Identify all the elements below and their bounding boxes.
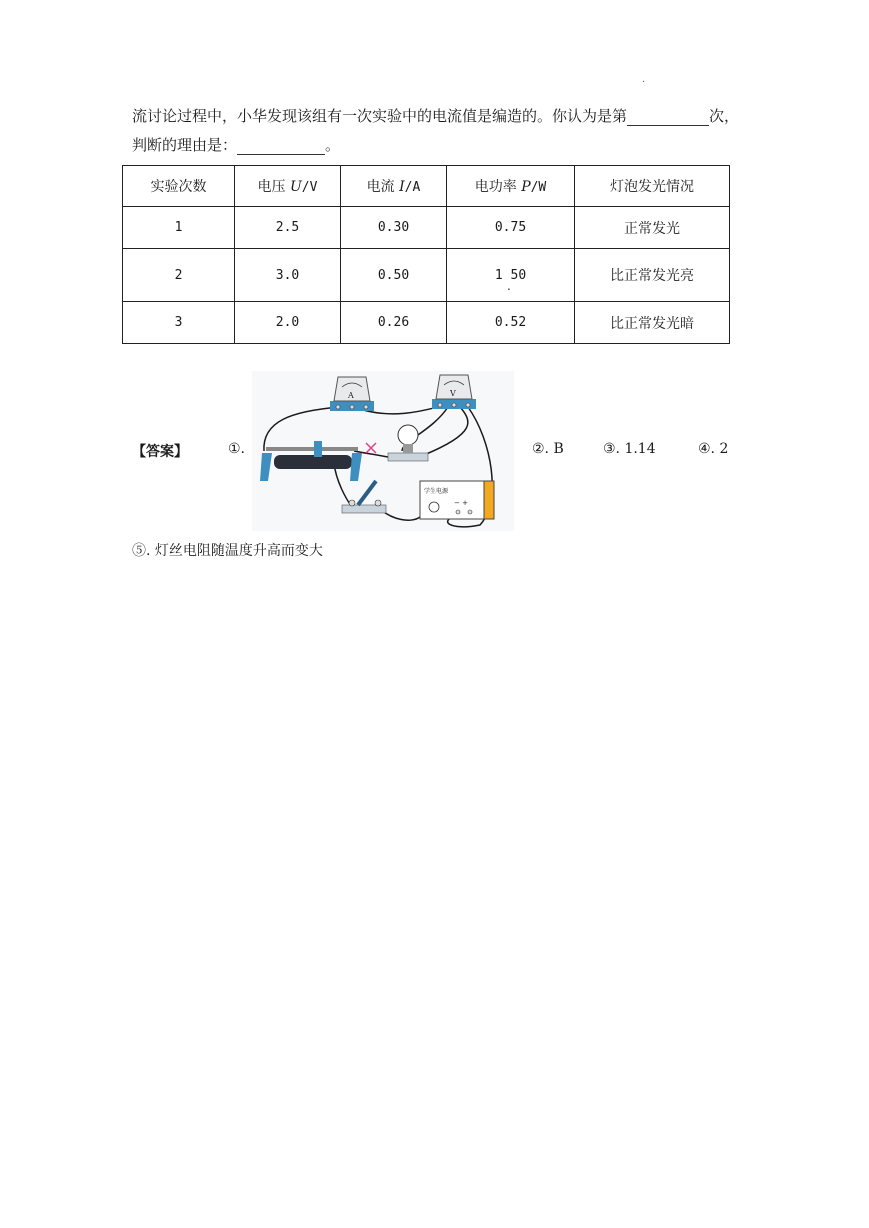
power-supply-side xyxy=(484,481,494,519)
header-power-unit: /W xyxy=(530,180,547,195)
ammeter-terminal xyxy=(350,405,354,409)
question-line-2-suffix: 。 xyxy=(325,136,341,154)
table-header-row xyxy=(123,166,730,207)
power-supply-knob xyxy=(429,502,439,512)
ammeter-label: A xyxy=(348,391,354,400)
switch-base xyxy=(342,505,386,513)
power-value-dot: . xyxy=(505,281,512,293)
header-current-unit: /A xyxy=(404,180,421,195)
table-row xyxy=(123,302,730,344)
header-bulb: 灯泡发光情况 xyxy=(575,166,730,207)
experiment-table xyxy=(122,165,730,344)
answer-item-3: ③. 1.14 xyxy=(603,441,656,457)
bulb-base xyxy=(388,453,428,461)
header-voltage-symbol: U xyxy=(289,179,302,195)
answer-blank-trial[interactable] xyxy=(627,111,709,126)
cell-power: 0.75 xyxy=(447,207,575,249)
answer-item-1: ①. xyxy=(228,441,246,457)
voltmeter-terminal xyxy=(466,403,470,407)
cell-trial: 1 xyxy=(123,207,235,249)
cell-power: 0.52 xyxy=(447,302,575,344)
ammeter-terminal xyxy=(336,405,340,409)
power-value-wrapper xyxy=(494,267,527,293)
answer-item-5: ⑤. 灯丝电阻随温度升高而变大 xyxy=(132,543,323,559)
header-voltage-prefix: 电压 xyxy=(257,179,290,195)
header-current-prefix: 电流 xyxy=(366,179,400,195)
cell-current: 0.50 xyxy=(341,249,447,302)
power-supply-label: 学生电源 xyxy=(424,488,449,495)
power-value: 1 50 xyxy=(494,267,527,283)
cell-bulb: 正常发光 xyxy=(575,207,730,249)
header-power xyxy=(447,166,575,207)
question-line-1-text: 流讨论过程中，小华发现该组有一次实验中的电流值是编造的。你认为是第 xyxy=(132,107,628,125)
cell-bulb: 比正常发光亮 xyxy=(575,249,730,302)
voltmeter-label: V xyxy=(450,389,456,398)
cell-current: 0.26 xyxy=(341,302,447,344)
answer-blank-reason[interactable] xyxy=(237,140,325,155)
header-current-symbol: I xyxy=(399,179,405,195)
answer-item-4: ④. 2 xyxy=(698,441,729,457)
table-row xyxy=(123,207,730,249)
question-line-2-text: 判断的理由是： xyxy=(132,136,238,154)
cell-trial: 3 xyxy=(123,302,235,344)
voltmeter-terminal xyxy=(438,403,442,407)
bulb-socket xyxy=(403,444,413,453)
question-line-2 xyxy=(132,135,340,155)
cell-bulb: 比正常发光暗 xyxy=(575,302,730,344)
header-current xyxy=(341,166,447,207)
ammeter-terminal xyxy=(364,405,368,409)
bulb-glass xyxy=(398,425,418,445)
answer-label: 【答案】 xyxy=(132,444,188,460)
corner-dot-mark: . xyxy=(642,74,646,85)
answer-item-2: ②. B xyxy=(532,441,564,457)
cell-trial: 2 xyxy=(123,249,235,302)
question-line-1-suffix: 次， xyxy=(709,107,740,125)
header-voltage xyxy=(235,166,341,207)
table-row xyxy=(123,249,730,302)
header-trial: 实验次数 xyxy=(123,166,235,207)
cell-voltage: 2.0 xyxy=(235,302,341,344)
rheostat-coil xyxy=(274,455,352,469)
power-supply-terminal xyxy=(468,510,472,514)
power-supply-terminal xyxy=(456,510,460,514)
power-supply-terminals: − + xyxy=(454,499,468,507)
circuit-diagram xyxy=(252,371,514,531)
power-supply-face xyxy=(420,481,484,519)
voltmeter-terminal xyxy=(452,403,456,407)
rheostat-rail xyxy=(266,447,358,451)
cell-power xyxy=(447,249,575,302)
switch-terminal xyxy=(349,500,355,506)
cell-voltage: 2.5 xyxy=(235,207,341,249)
switch-terminal xyxy=(375,500,381,506)
cell-current: 0.30 xyxy=(341,207,447,249)
power-supply xyxy=(420,481,494,519)
header-voltage-unit: /V xyxy=(301,180,318,195)
rheostat-slider xyxy=(314,441,322,457)
header-power-prefix: 电功率 xyxy=(474,179,522,195)
cell-voltage: 3.0 xyxy=(235,249,341,302)
question-line-1 xyxy=(132,106,739,126)
header-power-symbol: P xyxy=(521,179,531,195)
